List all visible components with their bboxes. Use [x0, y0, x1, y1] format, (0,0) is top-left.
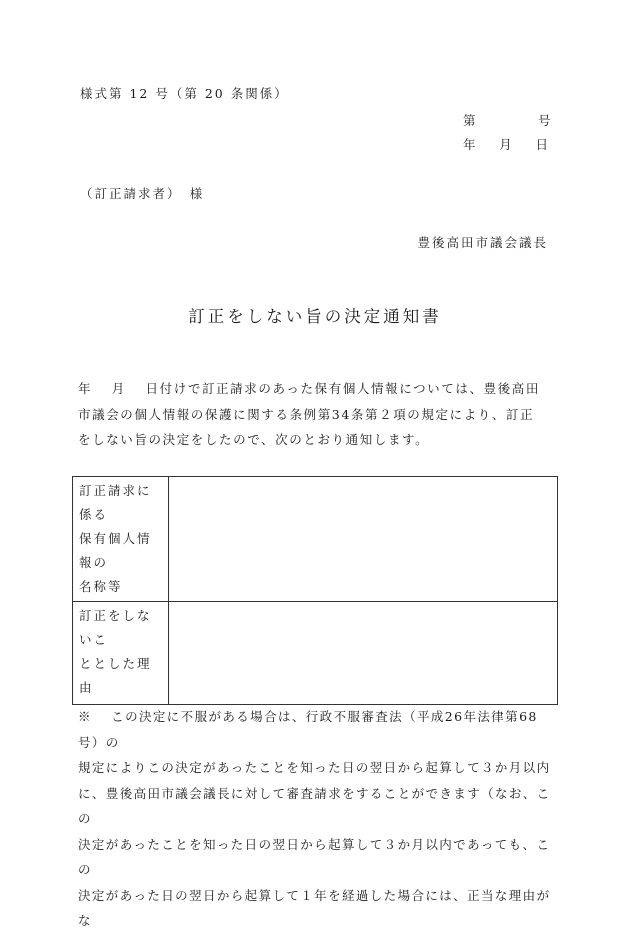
date-year: 年: [463, 137, 476, 152]
label-line: 係る: [79, 507, 109, 522]
note-line: に、豊後高田市議会議長に対して審査請求をすることができます（なお、この: [78, 785, 551, 826]
label-line: 保有個人情: [79, 531, 152, 546]
label-line: 名称等: [79, 579, 123, 594]
record-name-value: [169, 477, 558, 602]
table-row: [73, 477, 558, 602]
body-paragraph: [78, 376, 556, 453]
label-line: いこ: [79, 632, 109, 647]
addressee: （訂正請求者） 様: [80, 186, 205, 201]
record-name-label: [73, 477, 169, 602]
document-number-label: 第: [463, 113, 476, 128]
sender: 豊後高田市議会議長: [417, 235, 548, 250]
body-line: をしない旨の決定をしたので、次のとおり通知します。: [78, 432, 430, 447]
table-row: [73, 602, 558, 705]
reason-value: [169, 602, 558, 705]
document-number-suffix: 号: [538, 113, 551, 128]
label-line: 訂正をしな: [79, 608, 152, 623]
date-month: 月: [499, 137, 512, 152]
date-day: 日: [535, 137, 548, 152]
body-line: 年 月 日付けで訂正請求のあった保有個人情報については、豊後高田: [78, 381, 540, 396]
label-line: 訂正請求に: [79, 483, 152, 498]
reason-label: [73, 602, 169, 705]
body-line: 市議会の個人情報の保護に関する条例第34条第２項の規定により、訂正: [78, 406, 535, 422]
document-title: 訂正をしない旨の決定通知書: [188, 307, 442, 326]
note-line: ※ この決定に不服がある場合は、行政不服審査法（平成26年法律第68号）の: [78, 709, 538, 750]
date-line: [463, 135, 548, 153]
form-number: 様式第 12 号（第 20 条関係）: [80, 86, 289, 101]
appeal-note: [78, 704, 558, 934]
note-line: 決定があったことを知った日の翌日から起算して３か月以内であっても、この: [78, 836, 551, 877]
note-line: 決定があった日の翌日から起算して１年を経過した場合には、正当な理由がな: [78, 887, 551, 928]
label-line: 由: [79, 680, 94, 695]
label-line: ととした理: [79, 656, 152, 671]
note-line: 規定によりこの決定があったことを知った日の翌日から起算して３か月以内: [78, 760, 551, 775]
label-line: 報の: [79, 555, 109, 570]
info-table: [72, 476, 558, 705]
